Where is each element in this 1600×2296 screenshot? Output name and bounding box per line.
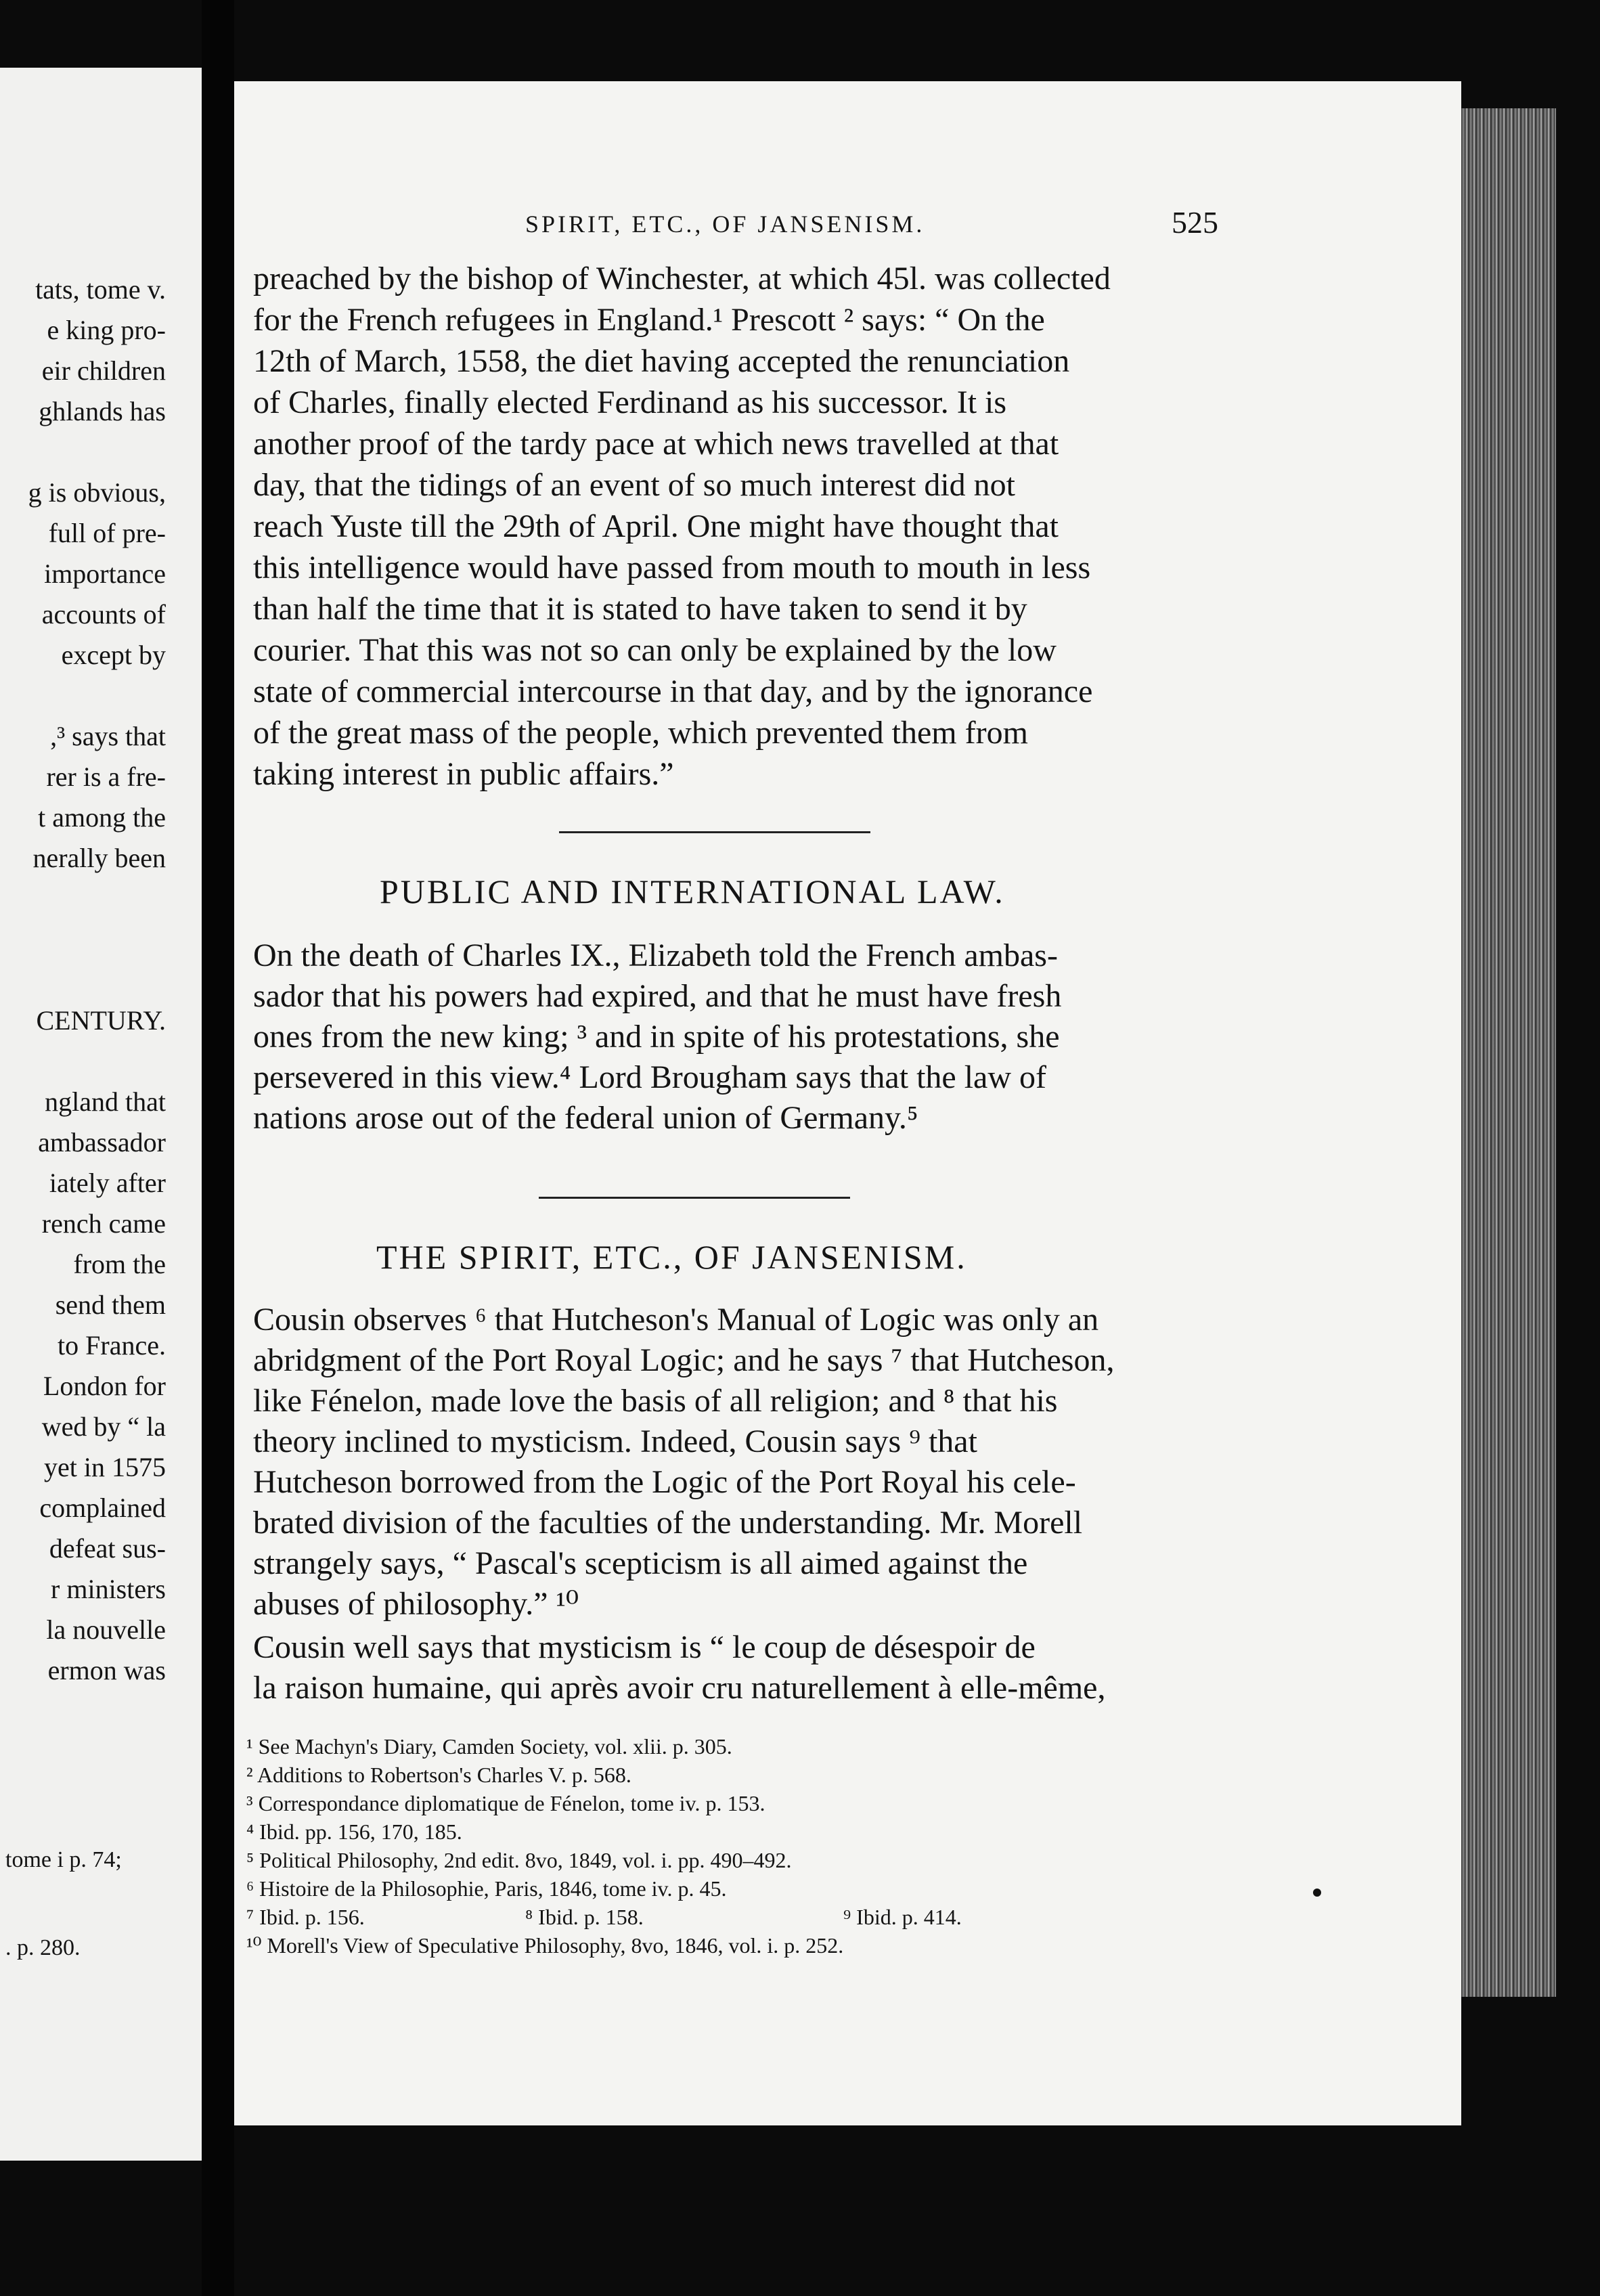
text-line: 12th of March, 1558, the diet having accepted the renunciation [253, 343, 1070, 379]
footnote-line: ⁹ Ibid. p. 414. [843, 1905, 962, 1929]
left-footnote-1: tome i p. 74; [5, 1847, 122, 1872]
left-text-line: send them [55, 1289, 166, 1320]
text-line: this intelligence would have passed from mouth to mouth in less [253, 550, 1091, 586]
section-heading-jansenism: THE SPIRIT, ETC., OF JANSENISM. [376, 1238, 967, 1276]
footnote-line: ¹ See Machyn's Diary, Camden Society, vol. xlii. p. 305. [246, 1734, 732, 1759]
text-line: brated division of the faculties of the understanding. Mr. Morell [253, 1505, 1083, 1541]
text-line: nations arose out of the federal union of Germany.⁵ [253, 1100, 918, 1136]
text-line: persevered in this view.⁴ Lord Brougham says that the law of [253, 1059, 1046, 1095]
left-text-line: rench came [41, 1208, 166, 1239]
text-line: On the death of Charles IX., Elizabeth told the French ambas- [253, 937, 1058, 973]
text-line: day, that the tidings of an event of so much interest did not [253, 467, 1015, 503]
left-text-line: London for [43, 1371, 166, 1401]
footnote-line: ⁵ Political Philosophy, 2nd edit. 8vo, 1849, vol. i. pp. 490–492. [246, 1848, 792, 1872]
text-line: for the French refugees in England.¹ Prescott ² says: “ On the [253, 302, 1045, 338]
footnote-line: ⁷ Ibid. p. 156. [246, 1905, 365, 1929]
left-text-line: ghlands has [39, 396, 166, 426]
left-text-line: importance [44, 558, 166, 589]
left-text-line: ermon was [47, 1655, 166, 1685]
text-line: reach Yuste till the 29th of April. One might have thought that [253, 508, 1059, 544]
text-line: of the great mass of the people, which prevented them from [253, 715, 1028, 751]
left-text-line: tats, tome v. [35, 274, 166, 305]
running-head: SPIRIT, ETC., OF JANSENISM. [525, 211, 925, 238]
footnote-line: ³ Correspondance diplomatique de Fénelon, tome iv. p. 153. [246, 1791, 765, 1815]
text-line: than half the time that it is stated to have taken to send it by [253, 591, 1027, 627]
text-line: theory inclined to mysticism. Indeed, Cousin says ⁹ that [253, 1423, 977, 1459]
footnote-line: ⁸ Ibid. p. 158. [525, 1905, 644, 1929]
text-line: sador that his powers had expired, and that he must have fresh [253, 978, 1062, 1014]
text-line: taking interest in public affairs.” [253, 756, 674, 792]
text-line: Cousin well says that mysticism is “ le coup de désespoir de [253, 1629, 1036, 1665]
text-line: courier. That this was not so can only be explained by the low [253, 632, 1057, 668]
footnote-line: ⁶ Histoire de la Philosophie, Paris, 1846, tome iv. p. 45. [246, 1876, 727, 1901]
section-divider [539, 1197, 850, 1199]
left-text-line: ambassador [38, 1127, 166, 1157]
left-text-line: complained [39, 1493, 166, 1523]
footnote-line: ² Additions to Robertson's Charles V. p. 568. [246, 1763, 631, 1787]
footnote-line: ¹⁰ Morell's View of Speculative Philosophy, 8vo, 1846, vol. i. p. 252. [246, 1933, 844, 1958]
text-line: ones from the new king; ³ and in spite of his protestations, she [253, 1019, 1060, 1055]
text-line: la raison humaine, qui après avoir cru naturellement à elle-même, [253, 1670, 1106, 1706]
section-heading-public-law: PUBLIC AND INTERNATIONAL LAW. [380, 873, 1005, 910]
text-line: Hutcheson borrowed from the Logic of the Port Royal his cele- [253, 1464, 1076, 1500]
text-line: preached by the bishop of Winchester, at which 45l. was collected [253, 261, 1111, 296]
left-text-line: to France. [58, 1330, 166, 1361]
left-text-line: iately after [49, 1168, 166, 1198]
left-text-line: full of pre- [48, 518, 166, 548]
left-text-line: eir children [41, 355, 166, 386]
book-gutter [202, 0, 234, 2296]
text-line: another proof of the tardy pace at which news travelled at that [253, 426, 1059, 462]
left-text-line: r ministers [51, 1574, 166, 1604]
left-text-line: g is obvious, [28, 477, 166, 508]
page-edges [1461, 108, 1556, 1997]
footnote-line: ⁴ Ibid. pp. 156, 170, 185. [246, 1819, 462, 1844]
page-number: 525 [1172, 205, 1218, 240]
left-page [0, 68, 202, 2161]
left-text-line: CENTURY. [36, 1005, 166, 1036]
left-text-line: ngland that [45, 1086, 166, 1117]
right-page [234, 81, 1461, 2125]
text-line: abuses of philosophy.” ¹⁰ [253, 1586, 579, 1622]
section-divider [559, 831, 870, 833]
left-text-line: e king pro- [47, 315, 166, 345]
left-text-line: rer is a fre- [46, 761, 166, 792]
text-line: of Charles, finally elected Ferdinand as his successor. It is [253, 384, 1007, 420]
text-line: abridgment of the Port Royal Logic; and he says ⁷ that Hutcheson, [253, 1342, 1115, 1378]
left-text-line: from the [73, 1249, 166, 1279]
left-text-line: except by [61, 640, 166, 670]
left-footnote-2: . p. 280. [5, 1935, 81, 1960]
text-line: like Fénelon, made love the basis of all religion; and ⁸ that his [253, 1383, 1058, 1419]
text-line: strangely says, “ Pascal's scepticism is all aimed against the [253, 1545, 1028, 1581]
text-line: Cousin observes ⁶ that Hutcheson's Manual of Logic was only an [253, 1302, 1099, 1338]
left-text-line: defeat sus- [49, 1533, 166, 1564]
text-line: state of commercial intercourse in that day, and by the ignorance [253, 674, 1093, 709]
left-text-line: ,³ says that [50, 721, 166, 751]
left-text-line: nerally been [32, 843, 166, 873]
left-text-line: wed by “ la [41, 1411, 166, 1442]
speck [1313, 1889, 1321, 1897]
left-text-line: accounts of [41, 599, 166, 630]
left-text-line: la nouvelle [46, 1614, 166, 1645]
left-text-line: yet in 1575 [44, 1452, 166, 1482]
left-text-line: t among the [38, 802, 166, 833]
